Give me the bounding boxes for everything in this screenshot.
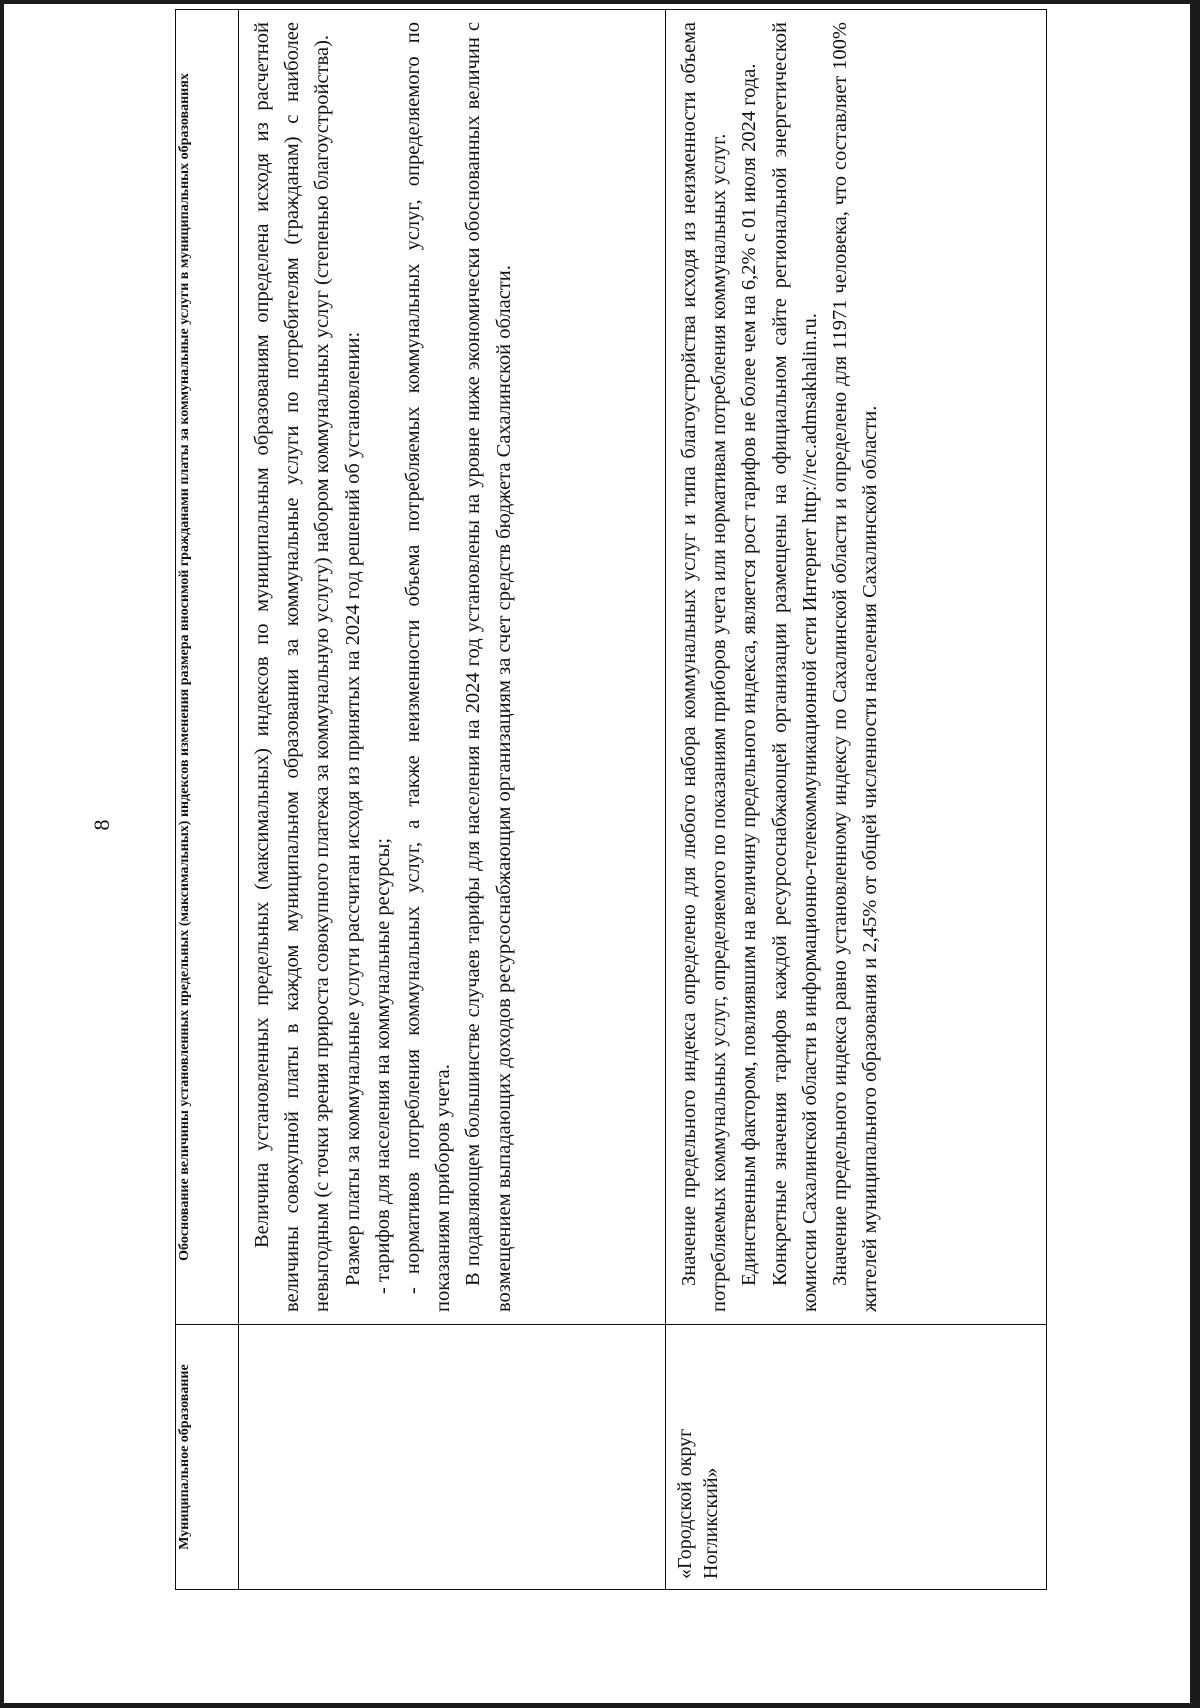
scan-edge-top bbox=[0, 0, 1200, 4]
municipality-cell: «Городской округ Ногликский» bbox=[666, 1325, 1047, 1590]
paragraph: Единственным фактором, повлиявшим на величину предельного индекса, является рост тарифов не более чем на 6,2% с 01 июля 2024 года. bbox=[738, 63, 761, 1286]
table-row bbox=[239, 10, 666, 1590]
rotated-document-page bbox=[175, 10, 1065, 1590]
scan-edge-left bbox=[0, 0, 4, 1708]
justification-table bbox=[175, 9, 1047, 1590]
scan-edge-right bbox=[1190, 0, 1200, 1708]
paragraph: Значение предельного индекса равно установленному индексу по Сахалинской области и определено для 11971 человека, что составляет 100% жителей муниципального образования и 2,45% от общей численности населения Сахалинской области. bbox=[829, 22, 882, 1312]
paragraph: Значение предельного индекса определено для любого набора коммунальных услуг и типа благоустройства исходя из неизменности объема потребляемых коммунальных услуг, определяемого по показаниям приборов учета или нормативам потребления коммунальных услуг. bbox=[678, 22, 731, 1312]
paragraph: В подавляющем большинстве случаев тарифы для населения на 2024 год установлены на уровне ниже экономически обоснованных величин с возмещением выпадающих доходов ресурсоснабжающим организациям за счет средств бюджета Сахалинской области. bbox=[462, 22, 515, 1312]
list-item: - нормативов потребления коммунальных услуг, а также неизменности объема потребляемых коммунальных услуг, определяемого по показаниям приборов учета. bbox=[402, 22, 455, 1312]
justification-cell bbox=[239, 10, 666, 1325]
justification-cell bbox=[666, 10, 1047, 1325]
list-item: - тарифов для населения на коммунальные ресурсы; bbox=[371, 837, 394, 1294]
municipality-cell bbox=[239, 1325, 666, 1590]
table-header-row bbox=[176, 10, 239, 1590]
scan-edge-bottom bbox=[0, 1703, 1200, 1708]
paragraph: Величина установленных предельных (максимальных) индексов по муниципальным образованиям определена исходя из расчетной величины совокупной платы в каждом муниципальном образовании за коммунальные услуги по потребителям (гражданам) с наиболее невыгодным (с точки зрения прироста совокупного платежа за коммунальную услугу) набором коммунальных услуг (степенью благоустройства). bbox=[251, 22, 334, 1312]
header-municipality: Муниципальное образование bbox=[176, 1325, 239, 1590]
table-row bbox=[666, 10, 1047, 1590]
paragraph: Конкретные значения тарифов каждой ресурсоснабжающей организации размещены на официальном сайте региональной энергетической комиссии Сахалинской области в информационно-телекоммуникационной сети Интернет http://rec.admsakhalin.ru. bbox=[768, 22, 821, 1312]
paragraph: Размер платы за коммунальные услуги рассчитан исходя из принятых на 2024 год решений об установлении: bbox=[341, 331, 364, 1286]
header-justification: Обоснование величины установленных предельных (максимальных) индексов изменения размера вносимой гражданами платы за коммунальные услуги в муниципальных образованиях bbox=[176, 10, 239, 1325]
page-number: 8 bbox=[89, 819, 114, 831]
